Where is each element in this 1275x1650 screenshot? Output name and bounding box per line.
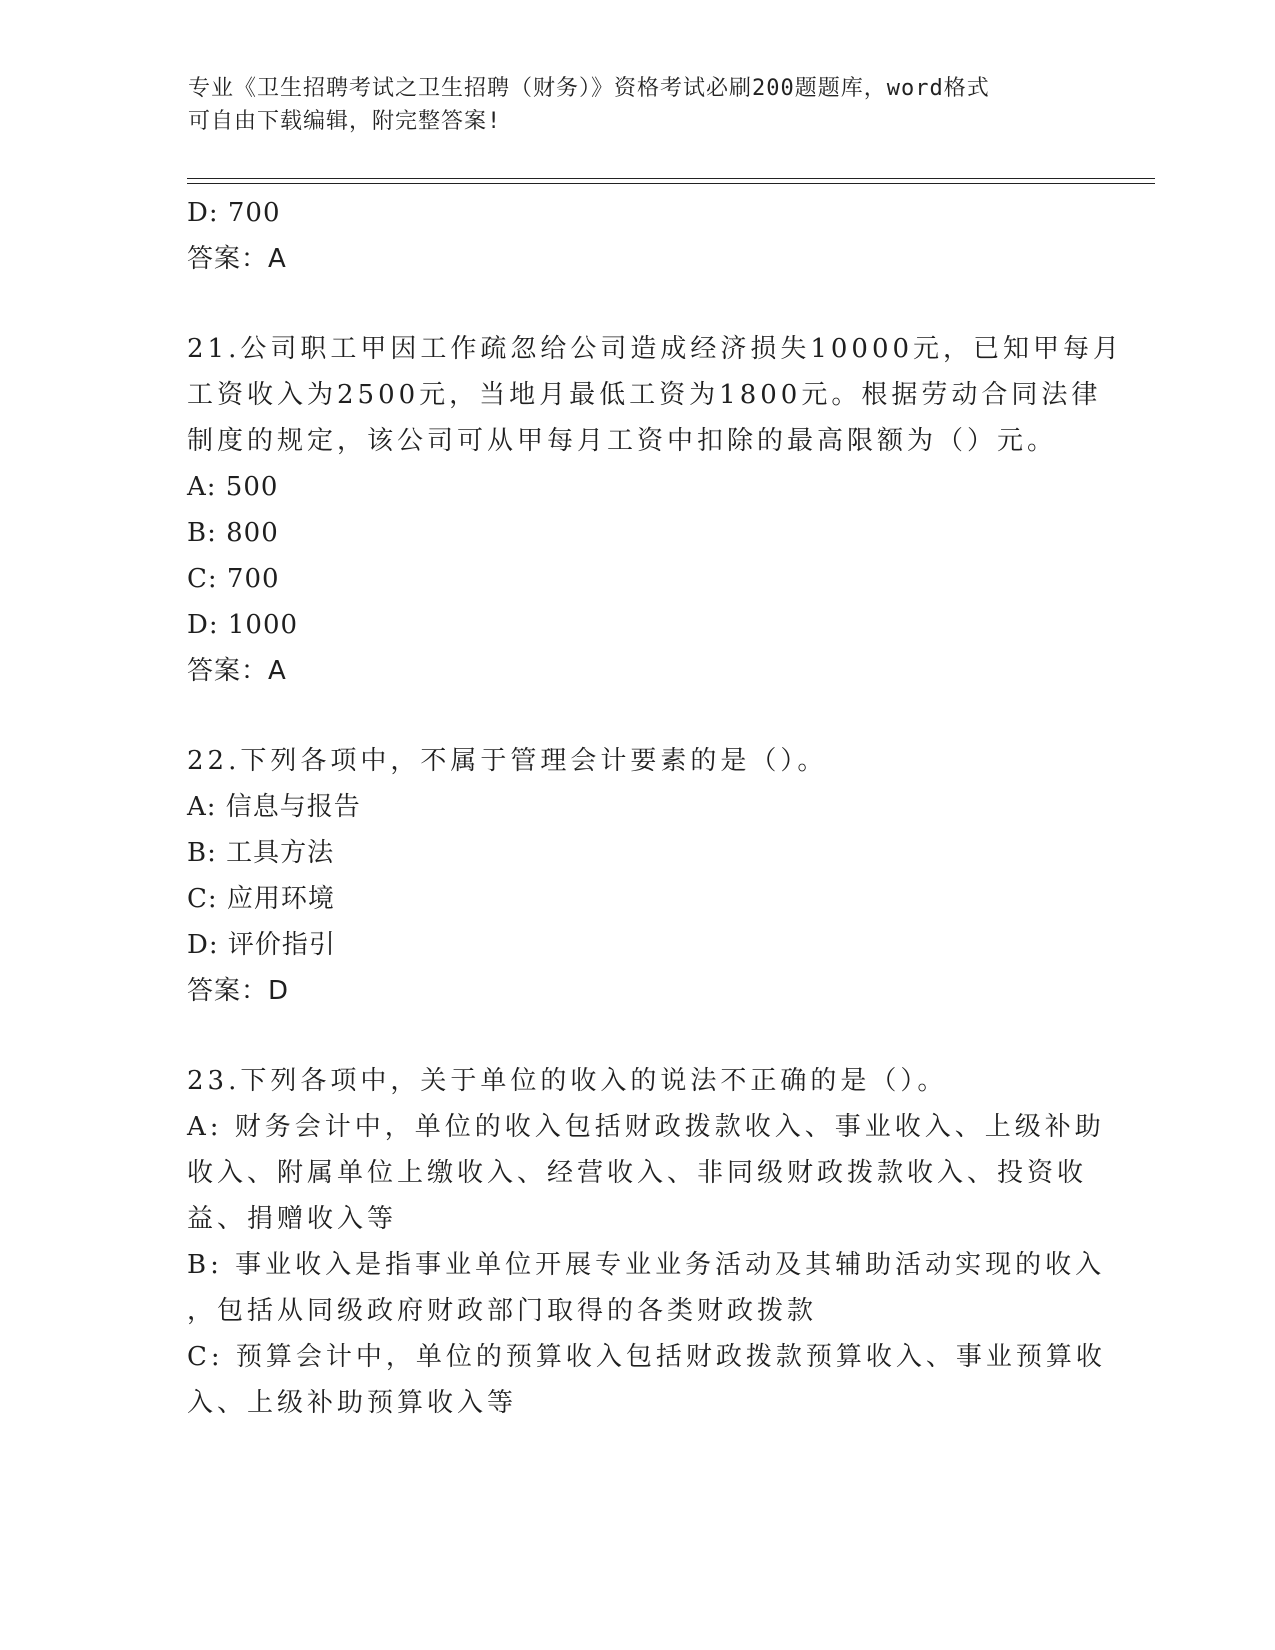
option-c: C: 应用环境 <box>187 884 335 914</box>
option-b-line: ，包括从同级政府财政部门取得的各类财政拨款 <box>187 1296 818 1326</box>
option-a-line: 益、捐赠收入等 <box>187 1204 398 1234</box>
option-c-line: C: 预算会计中，单位的预算收入包括财政拨款预算收入、事业预算收 <box>187 1342 1106 1372</box>
option-c: C: 700 <box>187 564 280 594</box>
spacer <box>187 1014 1077 1058</box>
option-a: A: 信息与报告 <box>187 792 361 822</box>
question-stem-line: 22.下列各项中，不属于管理会计要素的是（）。 <box>187 746 828 776</box>
page-header <box>188 72 1068 138</box>
option-d: D: 1000 <box>187 610 299 640</box>
option-b: B: 800 <box>187 518 279 548</box>
header-divider-top <box>187 178 1155 179</box>
answer-line: 答案：A <box>187 656 287 686</box>
question-23 <box>187 1058 1106 1426</box>
question-list <box>187 190 1124 1426</box>
header-divider-bottom <box>187 183 1155 184</box>
option-a: A: 500 <box>187 472 279 502</box>
spacer <box>187 282 1077 326</box>
option-a-line: 收入、附属单位上缴收入、经营收入、非同级财政拨款收入、投资收 <box>187 1158 1088 1188</box>
answer-line: 答案：D <box>187 976 290 1006</box>
option-b-line: B: 事业收入是指事业单位开展专业业务活动及其辅助活动实现的收入 <box>187 1250 1106 1280</box>
spacer <box>187 694 1077 738</box>
answer-line: 答案：A <box>187 244 287 274</box>
question-21 <box>187 326 1124 694</box>
question-22 <box>187 738 1077 1014</box>
option-d: D: 700 <box>187 198 281 228</box>
header-title-line-1: 专业《卫生招聘考试之卫生招聘（财务）》资格考试必刷200题题库，word格式 <box>188 76 990 101</box>
previous-question-tail <box>187 190 1077 282</box>
question-stem-line: 制度的规定，该公司可从甲每月工资中扣除的最高限额为（）元。 <box>187 426 1058 456</box>
header-title-line-2: 可自由下载编辑，附完整答案! <box>188 109 502 134</box>
question-stem-line: 21.公司职工甲因工作疏忽给公司造成经济损失10000元，已知甲每月 <box>187 334 1124 364</box>
option-c-line: 入、上级补助预算收入等 <box>187 1388 518 1418</box>
option-d: D: 评价指引 <box>187 930 336 960</box>
option-a-line: A: 财务会计中，单位的收入包括财政拨款收入、事业收入、上级补助 <box>187 1112 1105 1142</box>
question-stem-line: 23.下列各项中，关于单位的收入的说法不正确的是（）。 <box>187 1066 948 1096</box>
option-b: B: 工具方法 <box>187 838 335 868</box>
question-stem-line: 工资收入为2500元，当地月最低工资为1800元。根据劳动合同法律 <box>187 380 1102 410</box>
